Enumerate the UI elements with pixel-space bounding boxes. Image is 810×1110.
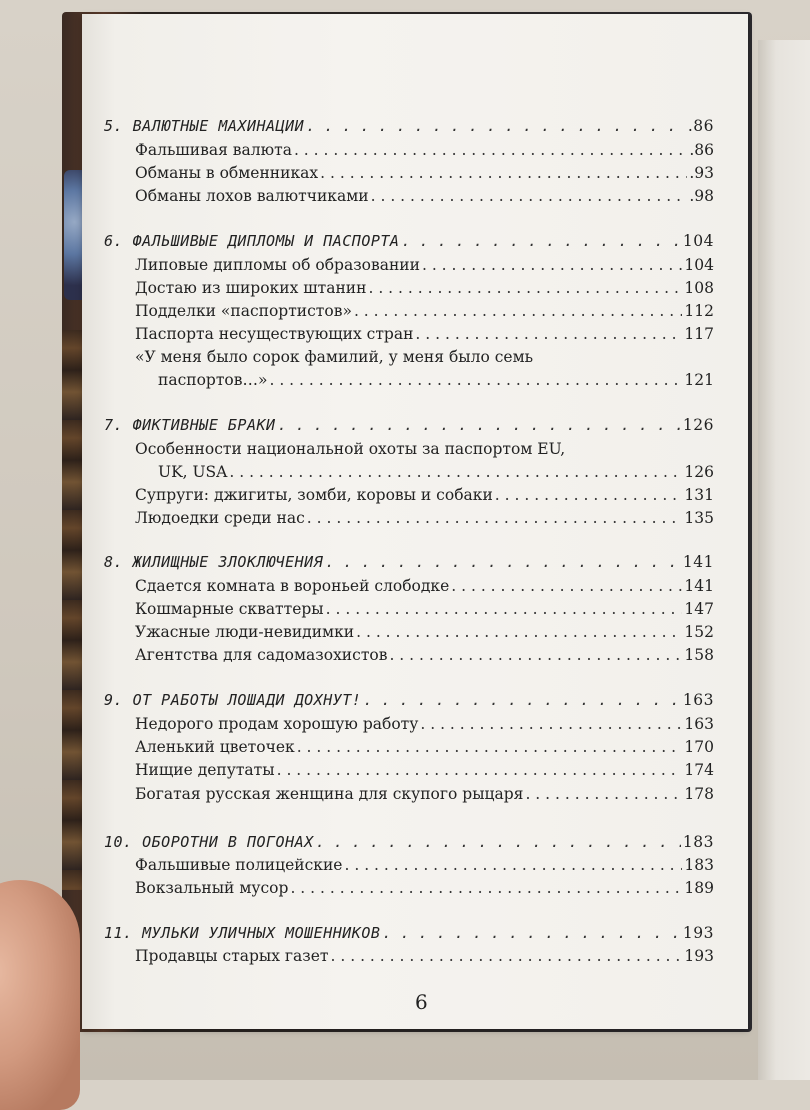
entry-title: Фальшивые полицейские	[135, 856, 343, 874]
entry-page: 189	[684, 879, 714, 897]
entry-page: 158	[684, 646, 714, 664]
section-title: 8. ЖИЛИЩНЫЕ ЗЛОКЛЮЧЕНИЯ	[104, 553, 324, 571]
leader-dots	[356, 623, 682, 641]
entry-page: 147	[684, 600, 714, 618]
section-page: 163	[682, 691, 714, 709]
toc-entry	[135, 141, 714, 159]
toc-entry	[135, 302, 714, 320]
entry-title: Липовые дипломы об образовании	[135, 256, 420, 274]
section-title: 5. ВАЛЮТНЫЕ МАХИНАЦИИ	[104, 117, 305, 135]
entry-page: 112	[684, 302, 714, 320]
entry-title: Обманы в обменниках	[135, 164, 319, 182]
leader-dots	[344, 856, 682, 874]
section-title: 11. МУЛЬКИ УЛИЧНЫХ МОШЕННИКОВ	[104, 924, 381, 942]
entry-title: Агентства для садомазохистов	[135, 646, 388, 664]
leader-dots	[325, 553, 681, 571]
toc-entry	[135, 164, 714, 182]
leader-dots	[269, 371, 682, 389]
toc-entry	[135, 646, 714, 664]
leader-dots	[278, 416, 681, 434]
leader-dots	[297, 738, 683, 756]
toc-entry	[135, 509, 714, 527]
entry-page: 141	[684, 577, 714, 595]
entry-page: 126	[684, 463, 714, 481]
entry-title: Сдается комната в вороньей слободке	[135, 577, 450, 595]
toc-section-heading	[104, 924, 714, 942]
entry-page: 121	[684, 371, 714, 389]
entry-page: 163	[684, 715, 714, 733]
section-page: 141	[682, 553, 714, 571]
leader-dots	[290, 879, 682, 897]
toc-entry	[135, 715, 714, 733]
entry-title-line2: UK, USA	[158, 463, 228, 481]
leader-dots	[363, 691, 681, 709]
entry-title-line1: Особенности национальной охоты за паспортом EU,	[135, 440, 566, 458]
entry-title: Аленький цветочек	[135, 738, 295, 756]
toc-section-heading	[104, 833, 714, 851]
section-page: 104	[682, 232, 714, 250]
entry-title-line2: паспортов…»	[158, 371, 268, 389]
section-title: 6. ФАЛЬШИВЫЕ ДИПЛОМЫ И ПАСПОРТА	[104, 232, 400, 250]
entry-page: 135	[684, 509, 714, 527]
toc-entry	[135, 856, 714, 874]
section-page: 183	[682, 833, 714, 851]
entry-title: Обманы лохов валютчиками	[135, 187, 369, 205]
toc-entry	[135, 325, 714, 343]
leader-dots	[320, 164, 687, 182]
entry-title: Продавцы старых газет	[135, 947, 329, 965]
section-title: 7. ФИКТИВНЫЕ БРАКИ	[104, 416, 276, 434]
leader-dots	[415, 325, 682, 343]
leader-dots	[389, 646, 682, 664]
entry-page: .98	[689, 187, 714, 205]
leader-dots	[326, 600, 683, 618]
leader-dots	[451, 577, 682, 595]
toc-entry	[135, 623, 714, 641]
entry-title: Фальшивая валюта	[135, 141, 292, 159]
page-number: 6	[415, 990, 428, 1014]
leader-dots	[525, 785, 682, 803]
entry-page: 178	[684, 785, 714, 803]
section-page: 126	[682, 416, 714, 434]
toc-entry	[158, 371, 714, 389]
entry-page: 170	[684, 738, 714, 756]
leader-dots	[368, 279, 682, 297]
leader-dots	[316, 833, 681, 851]
leader-dots	[495, 486, 683, 504]
toc-entry	[135, 279, 714, 297]
entry-title: Вокзальный мусор	[135, 879, 289, 897]
leader-dots	[307, 509, 683, 527]
section-title: 10. ОБОРОТНИ В ПОГОНАХ	[104, 833, 314, 851]
entry-page: 131	[684, 486, 714, 504]
entry-page: 152	[684, 623, 714, 641]
leader-dots	[401, 232, 680, 250]
entry-title-line1: «У меня было сорок фамилий, у меня было семь	[135, 348, 534, 366]
entry-page: 108	[684, 279, 714, 297]
entry-page: 193	[684, 947, 714, 965]
toc-entry	[135, 947, 714, 965]
entry-page: .93	[689, 164, 714, 182]
entry-title: Подделки «паспортистов»	[135, 302, 352, 320]
toc-entry	[158, 463, 714, 481]
leader-dots	[294, 141, 687, 159]
toc-entry	[135, 785, 714, 803]
toc-entry	[135, 256, 714, 274]
leader-dots	[420, 715, 682, 733]
entry-page: 174	[684, 761, 714, 779]
toc-entry	[135, 486, 714, 504]
entry-page: .86	[689, 141, 714, 159]
entry-page: 104	[684, 256, 714, 274]
toc-entry	[135, 879, 714, 897]
toc-entry	[135, 187, 714, 205]
entry-title: Кошмарные скваттеры	[135, 600, 324, 618]
entry-title: Недорого продам хорошую работу	[135, 715, 419, 733]
leader-dots	[382, 924, 681, 942]
leader-dots	[277, 761, 683, 779]
toc-entry	[135, 738, 714, 756]
entry-page: 183	[684, 856, 714, 874]
toc-section-heading	[104, 691, 714, 709]
entry-title: Ужасные люди-невидимки	[135, 623, 355, 641]
section-page: 193	[682, 924, 714, 942]
section-page: .86	[687, 117, 714, 135]
toc-section-heading	[104, 232, 714, 250]
entry-title: Супруги: джигиты, зомби, коровы и собаки	[135, 486, 493, 504]
toc-section-heading	[104, 553, 714, 571]
entry-page: 117	[684, 325, 714, 343]
leader-dots	[422, 256, 682, 274]
entry-title: Богатая русская женщина для скупого рыцаря	[135, 785, 524, 803]
toc-section-heading	[104, 117, 714, 135]
toc-entry	[135, 577, 714, 595]
toc-entry	[135, 600, 714, 618]
entry-title: Достаю из широких штанин	[135, 279, 367, 297]
toc-section-heading	[104, 416, 714, 434]
leader-dots	[306, 117, 686, 135]
leader-dots	[229, 463, 682, 481]
entry-title: Людоедки среди нас	[135, 509, 305, 527]
entry-title: Паспорта несуществующих стран	[135, 325, 414, 343]
section-title: 9. ОТ РАБОТЫ ЛОШАДИ ДОХНУТ!	[104, 691, 362, 709]
thumb	[0, 880, 80, 1110]
toc-entry	[135, 761, 714, 779]
leader-dots	[331, 947, 683, 965]
leader-dots	[371, 187, 688, 205]
entry-title: Нищие депутаты	[135, 761, 275, 779]
leader-dots	[354, 302, 682, 320]
